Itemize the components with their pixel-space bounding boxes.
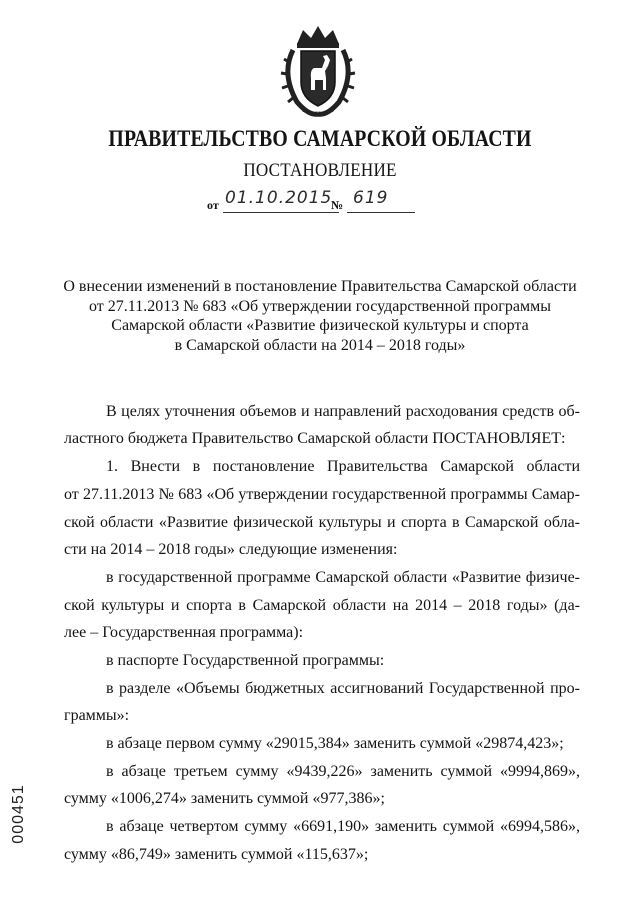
body-line: В целях уточнения объемов и направлений расходования средств об- — [106, 403, 580, 420]
document-date: 01.10.2015 — [225, 188, 333, 208]
body-line: ластного бюджета Правительство Самарской области ПОСТАНОВЛЯЕТ: — [64, 430, 566, 447]
document-number: 619 — [353, 188, 389, 208]
subject-line: в Самарской области на 2014 – 2018 годы» — [174, 336, 466, 354]
body-line: сти на 2014 – 2018 годы» следующие изменения: — [64, 541, 398, 558]
body-line: в государственной программе Самарской области «Развитие физиче- — [106, 569, 580, 586]
number-prefix: № — [331, 198, 344, 212]
number-underline — [347, 212, 415, 213]
document-type: ПОСТАНОВЛЕНИЕ — [243, 160, 397, 181]
body-line: в абзаце четвертом сумму «6691,190» заменить суммой «6994,586», — [106, 818, 580, 835]
date-underline — [223, 212, 339, 213]
body-line: сумму «86,749» заменить суммой «115,637»; — [64, 846, 369, 863]
document-subject — [40, 277, 600, 355]
body-line: в абзаце третьем сумму «9439,226» заменить суммой «9994,869», — [106, 763, 580, 780]
body-line: 1. Внести в постановление Правительства Самарской области — [106, 458, 580, 475]
registration-stamp-number: 000451 — [10, 784, 27, 844]
body-line: сумму «1006,274» заменить суммой «977,386»; — [64, 790, 385, 807]
body-line: от 27.11.2013 № 683 «Об утверждении государственной программы Самар- — [64, 486, 580, 503]
subject-line: от 27.11.2013 № 683 «Об утверждении государственной программы — [89, 297, 551, 315]
body-line: лее – Государственная программа): — [64, 624, 304, 641]
body-line: ской области «Развитие физической культуры и спорта в Самарской обла- — [64, 514, 580, 531]
body-line: в разделе «Объемы бюджетных ассигнований Государственной про- — [106, 680, 580, 697]
body-line: ской культуры и спорта в Самарской области на 2014 – 2018 годы» (да- — [64, 597, 580, 614]
page-title: ПРАВИТЕЛЬСТВО САМАРСКОЙ ОБЛАСТИ — [108, 126, 532, 151]
body-line: граммы»: — [64, 707, 130, 724]
samara-coat-of-arms-icon — [275, 24, 361, 118]
body-line: в паспорте Государственной программы: — [106, 652, 385, 669]
body-line: в абзаце первом сумму «29015,384» заменить суммой «29874,423»; — [106, 735, 564, 752]
subject-line: Самарской области «Развитие физической культуры и спорта — [111, 317, 529, 334]
subject-line: О внесении изменений в постановление Правительства Самарской области — [63, 278, 577, 295]
date-prefix: от — [207, 198, 219, 212]
